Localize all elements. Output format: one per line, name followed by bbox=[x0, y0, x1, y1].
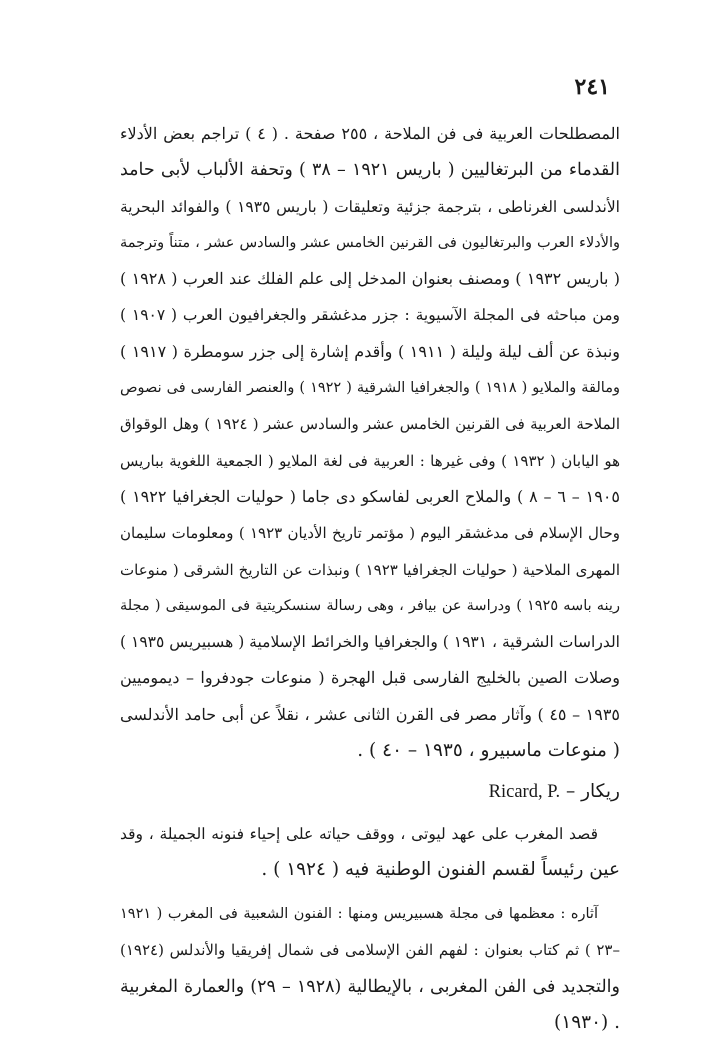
text-line: ١٩٠٥ – ٦ – ٨ ) والملاح العربى لفاسكو دى جاما ( حوليات الجغرافيا ١٩٢٢ ) bbox=[120, 486, 620, 506]
text-line: ( باريس ١٩٣٢ ) ومصنف بعنوان المدخل إلى علم الفلك عند العرب ( ١٩٢٨ ) bbox=[120, 269, 620, 289]
text-line: والأدلاء العرب والبرتغاليون فى القرنين الخامس عشر والسادس عشر ، متناً وترجمة bbox=[120, 234, 620, 251]
text-line: الأندلسى الغرناطى ، بترجمة جزئية وتعليقات ( باريس ١٩٣٥ ) والفوائد البحرية bbox=[120, 197, 620, 216]
text-line: هو اليابان ( ١٩٣٢ ) وفى غيرها : العربية فى لغة الملايو ( الجمعية اللغوية بباريس bbox=[120, 451, 620, 470]
page-number: ٢٤١ bbox=[574, 74, 610, 100]
text-line: ( منوعات ماسبيرو ، ١٩٣٥ – ٤٠ ) . bbox=[357, 740, 620, 762]
text-line: وصلات الصين بالخليج الفارسى قبل الهجرة ( منوعات جودفروا – ديموميين bbox=[120, 668, 620, 688]
paragraph-bibliography bbox=[120, 116, 620, 769]
text-line: –٢٣ ) ثم كتاب بعنوان : لفهم الفن الإسلامى فى شمال إفريقيا والأندلس (١٩٢٤) bbox=[120, 941, 620, 960]
text-line: القدماء من البرتغاليين ( باريس ١٩٢١ – ٣٨ ) وتحفة الألباب لأبى حامد bbox=[120, 160, 620, 181]
text-line: عين رئيساً لقسم الفنون الوطنية فيه ( ١٩٢٤ ) . bbox=[261, 859, 620, 881]
text-line: ومن مباحثه فى المجلة الآسيوية : جزر مدغشقر والجغرافيون العرب ( ١٩٠٧ ) bbox=[120, 306, 620, 325]
paragraph-biography bbox=[120, 816, 620, 889]
text-line: . (١٩٣٠) bbox=[554, 1011, 620, 1033]
text-line: الدراسات الشرقية ، ١٩٣١ ) والجغرافيا والخرائط الإسلامية ( هسبيريس ١٩٣٥ ) bbox=[120, 633, 620, 652]
text-line: قصد المغرب على عهد ليوتى ، ووقف حياته على إحياء فنونه الجميلة ، وقد bbox=[120, 825, 598, 843]
entry-name-latin: Ricard, P. bbox=[488, 782, 561, 802]
text-line: والتجديد فى الفن المغربى ، بالإيطالية (١٩٢٨ – ٢٩) والعمارة المغربية bbox=[120, 976, 620, 997]
text-line: ١٩٣٥ – ٤٥ ) وآثار مصر فى القرن الثانى عشر ، نقلاً عن أبى حامد الأندلسى bbox=[120, 704, 620, 724]
text-line: وحال الإسلام فى مدغشقر اليوم ( مؤتمر تاريخ الأديان ١٩٢٣ ) ومعلومات سليمان bbox=[120, 524, 620, 543]
text-line: ونبذة عن ألف ليلة وليلة ( ١٩١١ ) وأقدم إشارة إلى جزر سومطرة ( ١٩١٧ ) bbox=[120, 341, 620, 361]
entry-heading bbox=[120, 772, 620, 812]
text-line: الملاحة العربية فى القرنين الخامس عشر والسادس عشر ( ١٩٢٤ ) وهل الوقواق bbox=[120, 415, 620, 434]
text-line: ومالقة والملايو ( ١٩١٨ ) والجغرافيا الشرقية ( ١٩٢٢ ) والعنصر الفارسى فى نصوص bbox=[120, 380, 620, 397]
text-line: آثاره : معظمها فى مجلة هسبيريس ومنها : الفنون الشعبية فى المغرب ( ١٩٢١ bbox=[120, 906, 598, 922]
entry-name-arabic: ريكار – bbox=[565, 781, 620, 802]
text-line: رينه باسه ١٩٢٥ ) ودراسة عن بيافر ، وهى رسالة سنسكريتية فى الموسيقى ( مجلة bbox=[120, 597, 620, 614]
text-line: المصطلحات العربية فى فن الملاحة ، ٢٥٥ صفحة . ( ٤ ) تراجم بعض الأدلاء bbox=[120, 124, 620, 143]
paragraph-works bbox=[120, 896, 620, 1041]
text-line: المهرى الملاحية ( حوليات الجغرافيا ١٩٢٣ ) ونبذات عن التاريخ الشرقى ( منوعات bbox=[120, 560, 620, 579]
